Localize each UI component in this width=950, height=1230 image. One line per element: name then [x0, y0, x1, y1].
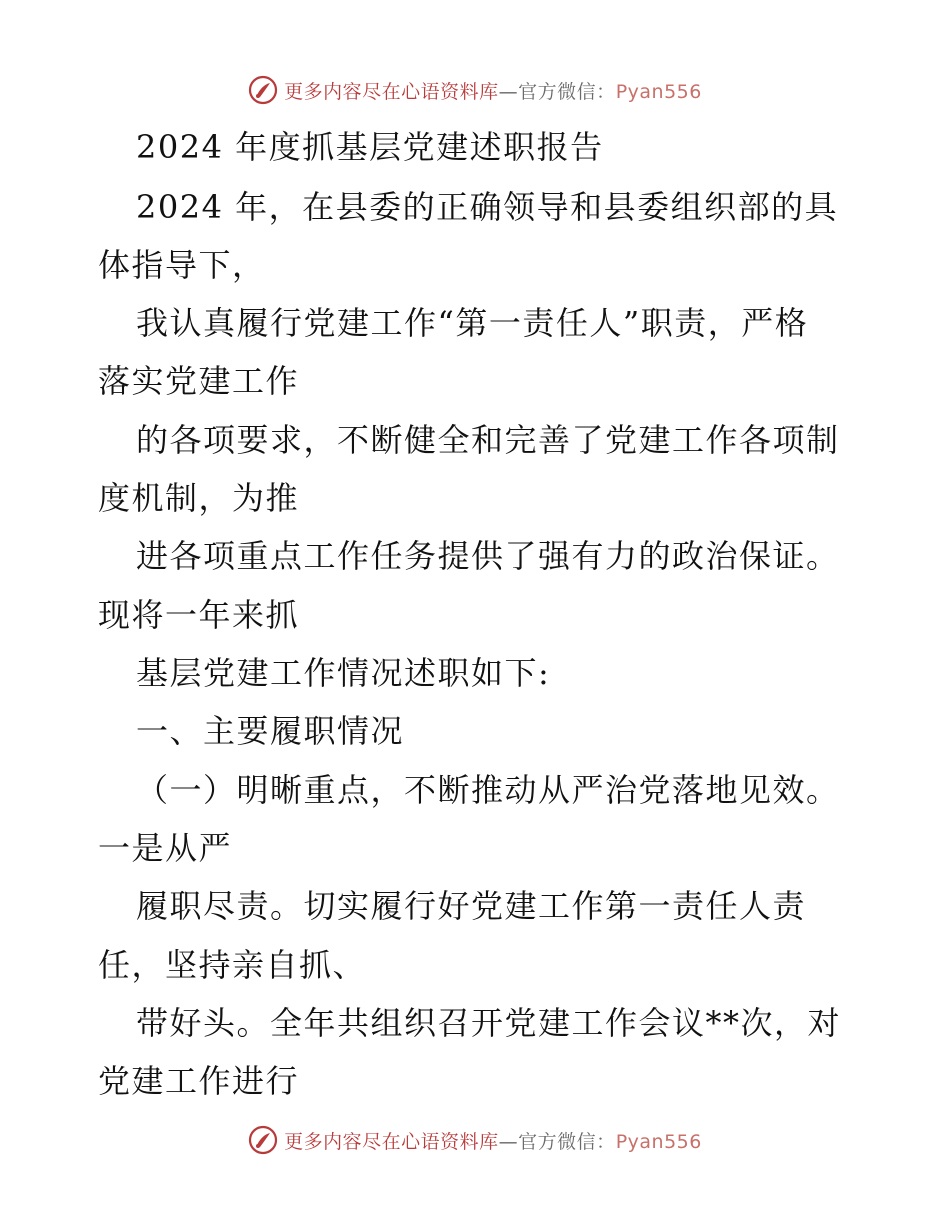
paragraph-line: 2024 年，在县委的正确领导和县委组织部的具	[136, 188, 839, 226]
paragraph-line: 任，坚持亲自抓、	[98, 946, 367, 984]
watermark-separator: —	[498, 80, 519, 103]
watermark-wechat-label: 官方微信：	[518, 80, 616, 103]
paragraph-line: 落实党建工作	[98, 362, 300, 400]
section-heading: 一、主要履职情况	[136, 712, 405, 750]
subsection-heading: （一）明晰重点，不断推动从严治党落地见效。	[136, 771, 840, 809]
document-title: 2024 年度抓基层党建述职报告	[136, 128, 604, 166]
paragraph-line: 一是从严	[98, 829, 233, 867]
paragraph-line: 进各项重点工作任务提供了强有力的政治保证。	[136, 537, 840, 575]
paragraph-line: 度机制，为推	[98, 479, 300, 517]
paragraph-line: 我认真履行党建工作“第一责任人”职责，严格	[136, 304, 809, 342]
paragraph-line: 带好头。全年共组织召开党建工作会议**次，对	[136, 1004, 842, 1042]
watermark-text	[284, 1127, 702, 1154]
paragraph-line: 体指导下，	[98, 246, 266, 284]
paragraph-line: 党建工作进行	[98, 1062, 300, 1100]
watermark-site-text: 更多内容尽在心语资料库	[284, 80, 499, 103]
header-watermark	[0, 70, 950, 110]
watermark-wechat-id: Pyan556	[615, 1130, 702, 1153]
watermark-separator: —	[498, 1130, 519, 1153]
watermark-text	[284, 77, 702, 104]
brush-logo-icon	[248, 75, 278, 105]
paragraph-line: 的各项要求，不断健全和完善了党建工作各项制	[136, 421, 840, 459]
brush-logo-icon	[248, 1125, 278, 1155]
watermark-site-text: 更多内容尽在心语资料库	[284, 1130, 499, 1153]
paragraph-line: 现将一年来抓	[98, 596, 300, 634]
footer-watermark	[0, 1120, 950, 1160]
watermark-wechat-label: 官方微信：	[518, 1130, 616, 1153]
paragraph-line: 基层党建工作情况述职如下:	[136, 654, 551, 692]
watermark-wechat-id: Pyan556	[615, 80, 702, 103]
paragraph-line: 履职尽责。切实履行好党建工作第一责任人责	[136, 887, 807, 925]
